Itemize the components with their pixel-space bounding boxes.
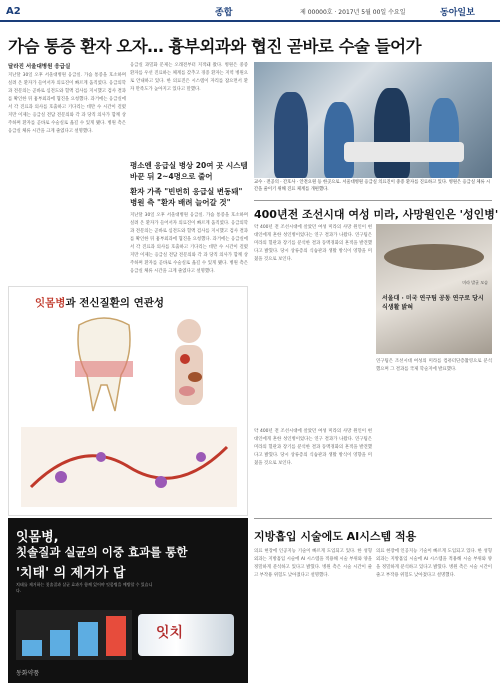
ad2-line1: 잇몸병, xyxy=(16,530,59,545)
tooth-icon xyxy=(69,315,139,415)
toothpaste-tube xyxy=(138,614,234,656)
ad2-small-text: 치태를 제거하는 칫솔질과 살균 효과가 함께 있어야 잇몸병을 예방할 수 있습니다. xyxy=(16,582,153,593)
article3-body-col2: 의료 현장에 인공지능 기술이 빠르게 도입되고 있다. 한 성형외과는 지방흡입 시술에 AI 시스템을 적용해 시술 부위와 양을 정밀하게 분석하고 있다고 밝혔다. 병원 측은 시술 시간이 줄고 부작용 위험도 낮아졌다고 설명했다. xyxy=(376,549,492,578)
article1-subhead1: 평소엔 응급실 병상 20여 곳 시스템 바꾼 뒤 2~4명으로 줄어 xyxy=(130,161,248,181)
article1-subhead2: 환자 가족 "빈번히 응급실 변동돼" 병원 측 "환자 배려 늘어갈 것" xyxy=(130,187,243,207)
main-headline: 가슴 통증 환자 오자… 흉부외과와 협진 곧바로 수술 들어가 xyxy=(8,37,422,56)
newspaper-brand: 동아일보 xyxy=(440,8,475,18)
ad2-line3: '치태' 의 제거가 답 xyxy=(16,566,126,581)
article2-title: 400년전 조선시대 여성 미라, 사망원인은 '성인병' xyxy=(254,208,499,221)
article1-body-col2: 응급실 과밀화 문제는 오래전부터 지적돼 왔다. 병원은 중증 환자를 우선 진료하는 체계를 갖추고 경증 환자는 지역 병원으로 안내하고 있다. 한 의료진은 시스템이 자리를 잡으면서 환자 만족도가 높아지고 있다고 말했다. xyxy=(130,63,248,92)
page-header xyxy=(0,0,500,22)
article3-body-col1: 의료 현장에 인공지능 기술이 빠르게 도입되고 있다. 한 성형외과는 지방흡입 시술에 AI 시스템을 적용해 시술 부위와 양을 정밀하게 분석하고 있다고 밝혔다. 병원 측은 시술 시간이 줄고 부작용 위험도 낮아졌다고 설명했다. xyxy=(254,549,372,578)
article1-byline: 달라진 서울대병원 응급실 xyxy=(8,64,71,70)
mummy-photo-caption: 미라 발굴 모습 xyxy=(462,280,488,285)
product-name: 잇치 xyxy=(156,625,184,641)
mummy-photo xyxy=(376,224,492,354)
article1-body-col3: 지난달 30일 오후 서울대병원 응급실. 가슴 통증을 호소하며 실려 온 환자가 들어서자 의료진이 빠르게 움직였다. 응급의학과 전문의는 곧바로 심전도와 혈액 검사를 지시했고 검사 결과를 확인한 뒤 흉부외과에 협진을 요청했다. 과거에는 응급실에서 각 진료과 의사를 호출하고 기다리는 데만 수 시간이 걸렸지만 이제는 응급실 전담 전문의와 각 과 당직 의사가 함께 상주하며 환자를 곧바로 수술실로 옮길 수 있게 됐다. 병원 측은 응급실 체류 시간을 크게 줄였다고 설명했다. xyxy=(130,213,248,274)
gum-disease-infographic-ad xyxy=(8,286,248,516)
issue-date: 제 00000호 · 2017년 5월 00일 수요일 xyxy=(300,9,406,16)
photo-caption: 교수 · 전공의 · 간호사 · 안전요원 등 한곳으로. 서울대병원 응급실 의료진이 중증 환자를 진료하고 있다. 병원은 응급실 체류 시간을 줄이기 위해 진료 체계를 개편했다. xyxy=(254,180,491,192)
article1-body-col1: 지난달 30일 오후 서울대병원 응급실. 가슴 통증을 호소하며 실려 온 환자가 들어서자 의료진이 빠르게 움직였다. 응급의학과 전문의는 곧바로 심전도와 혈액 검사를 지시했고 검사 결과를 확인한 뒤 흉부외과에 협진을 요청했다. 과거에는 응급실에서 각 진료과 의사를 호출하고 기다리는 데만 수 시간이 걸렸지만 이제는 응급실 전담 전문의와 각 과 당직 의사가 함께 상주하며 환자를 곧바로 수술실로 옮길 수 있게 됐다. 병원 측은 응급실 체류 시간을 크게 줄였다고 설명했다. xyxy=(8,73,126,134)
ad2-logo: 동화약품 xyxy=(16,670,40,677)
hospital-photo xyxy=(254,62,492,178)
comparison-chart-icon xyxy=(16,610,132,660)
toothpaste-ad xyxy=(8,518,248,683)
bacteria-diagram-icon xyxy=(21,427,237,507)
article2-subhead: 서울대 · 미국 연구팀 공동 연구로 당시 식생활 밝혀 xyxy=(382,295,484,311)
page-number: A2 xyxy=(6,6,21,17)
ad1-title: 잇몸병과 전신질환의 연관성 xyxy=(35,297,165,309)
body-organs-icon xyxy=(139,317,239,427)
article2-body-col1: 약 400년 전 조선시대에 살았던 여성 미라의 사망 원인이 현대인에게 흔한 성인병이었다는 연구 결과가 나왔다. 연구팀은 미라의 혈관과 장기를 분석한 결과 동맥경화의 흔적을 발견했다고 밝혔다. 당시 상류층의 식습관과 생활 방식이 영향을 미쳤을 것으로 보인다. xyxy=(254,225,372,262)
divider xyxy=(254,518,492,519)
article3-title: 지방흡입 시술에도 AI시스템 적용 xyxy=(254,530,417,543)
article2-body-col3: 약 400년 전 조선시대에 살았던 여성 미라의 사망 원인이 현대인에게 흔한 성인병이었다는 연구 결과가 나왔다. 연구팀은 미라의 혈관과 장기를 분석한 결과 동맥경화의 흔적을 발견했다고 밝혔다. 당시 상류층의 식습관과 생활 방식이 영향을 미쳤을 것으로 보인다. xyxy=(254,429,372,466)
ad2-line2: 칫솔질과 실균의 이중 효과를 통한 xyxy=(16,545,188,559)
divider xyxy=(254,200,492,201)
section-name: 종합 xyxy=(215,8,233,18)
article2-body-col2: 연구팀은 조선시대 여성의 미라를 컴퓨터단층촬영으로 분석했으며 그 결과를 국제 학술지에 발표했다. xyxy=(376,359,492,372)
